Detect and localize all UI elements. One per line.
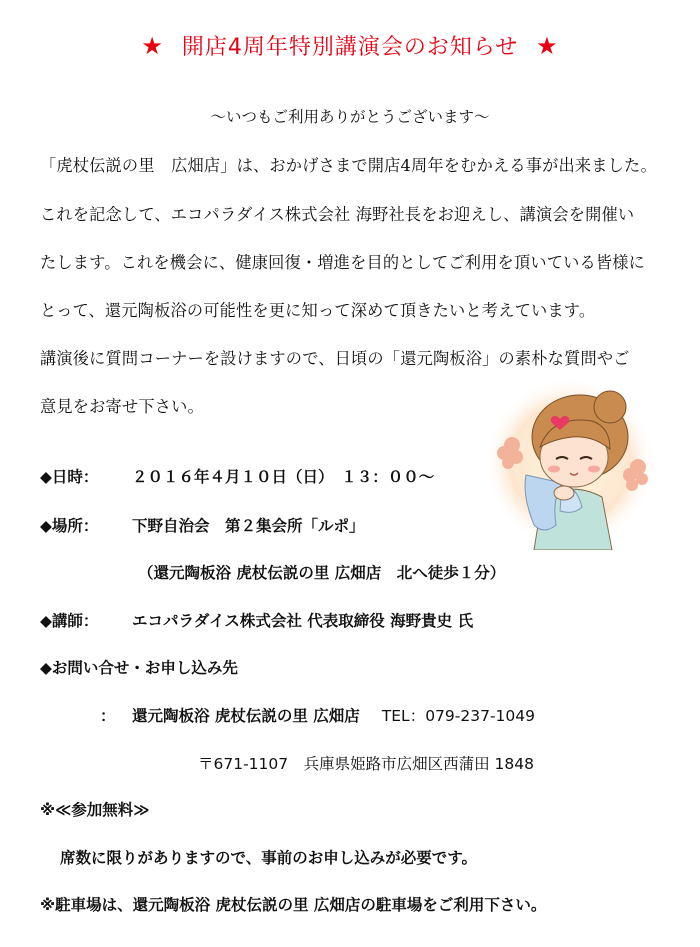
greeting: ～いつもご利用ありがとうございます～ [210,108,490,126]
place-label: ◆場所： [40,517,99,535]
event-place [40,514,365,536]
contact-address: 〒671-1107 兵庫県姫路市広畑区西蒲田 1848 [198,755,534,773]
star-icon: ★ [536,32,559,60]
contact-name: 還元陶板浴 虎杖伝説の里 広畑店 [132,707,360,725]
place-value: 下野自治会 第２集会所「ルポ」 [132,517,365,535]
datetime-label: ◆日時： [40,468,99,486]
intro-line: たします。これを機会に、健康回復・増進を目的としてご利用を頂いている皆様に [40,253,646,272]
contact-line [100,704,535,726]
place-note: （還元陶板浴 虎杖伝説の里 広畑店 北へ徒歩１分） [138,564,506,582]
title-text: 開店4周年特別講演会のお知らせ [181,35,519,60]
intro-line: 意見をお寄せ下さい。 [40,397,204,416]
seats-note: 席数に限りがありますので、事前のお申し込みが必要です。 [60,849,477,867]
free-note: ※≪参加無料≫ [40,801,150,819]
star-icon: ★ [141,32,164,60]
event-lecturer [40,609,473,631]
lecturer-label: ◆講師： [40,612,99,630]
woman-with-towel-illustration [482,375,657,550]
contact-tel: TEL：079-237-1049 [381,707,535,725]
page-title [0,30,700,61]
parking-note: ※駐車場は、還元陶板浴 虎杖伝説の里 広畑店の駐車場をご利用下さい。 [40,896,547,914]
lecturer-value: エコパラダイス株式会社 代表取締役 海野貴史 氏 [132,612,474,630]
intro-line: とって、還元陶板浴の可能性を更に知って深めて頂きたいと考えています。 [40,301,596,320]
event-datetime [40,465,434,487]
intro-line: 「虎杖伝説の里 広畑店」は、おかげさまで開店4周年をむかえる事が出来ました。 [40,156,657,175]
datetime-value: ２０１６年４月１０日（日） １３：００～ [132,468,435,486]
intro-line: これを記念して、エコパラダイス株式会社 海野社長をお迎えし、講演会を開催い [40,205,635,224]
contact-label: ◆お問い合せ・お申し込み先 [40,659,238,677]
intro-line: 講演後に質問コーナーを設けますので、日頃の「還元陶板浴」の素朴な質問やご [40,349,630,368]
contact-colon: ： [100,707,116,725]
